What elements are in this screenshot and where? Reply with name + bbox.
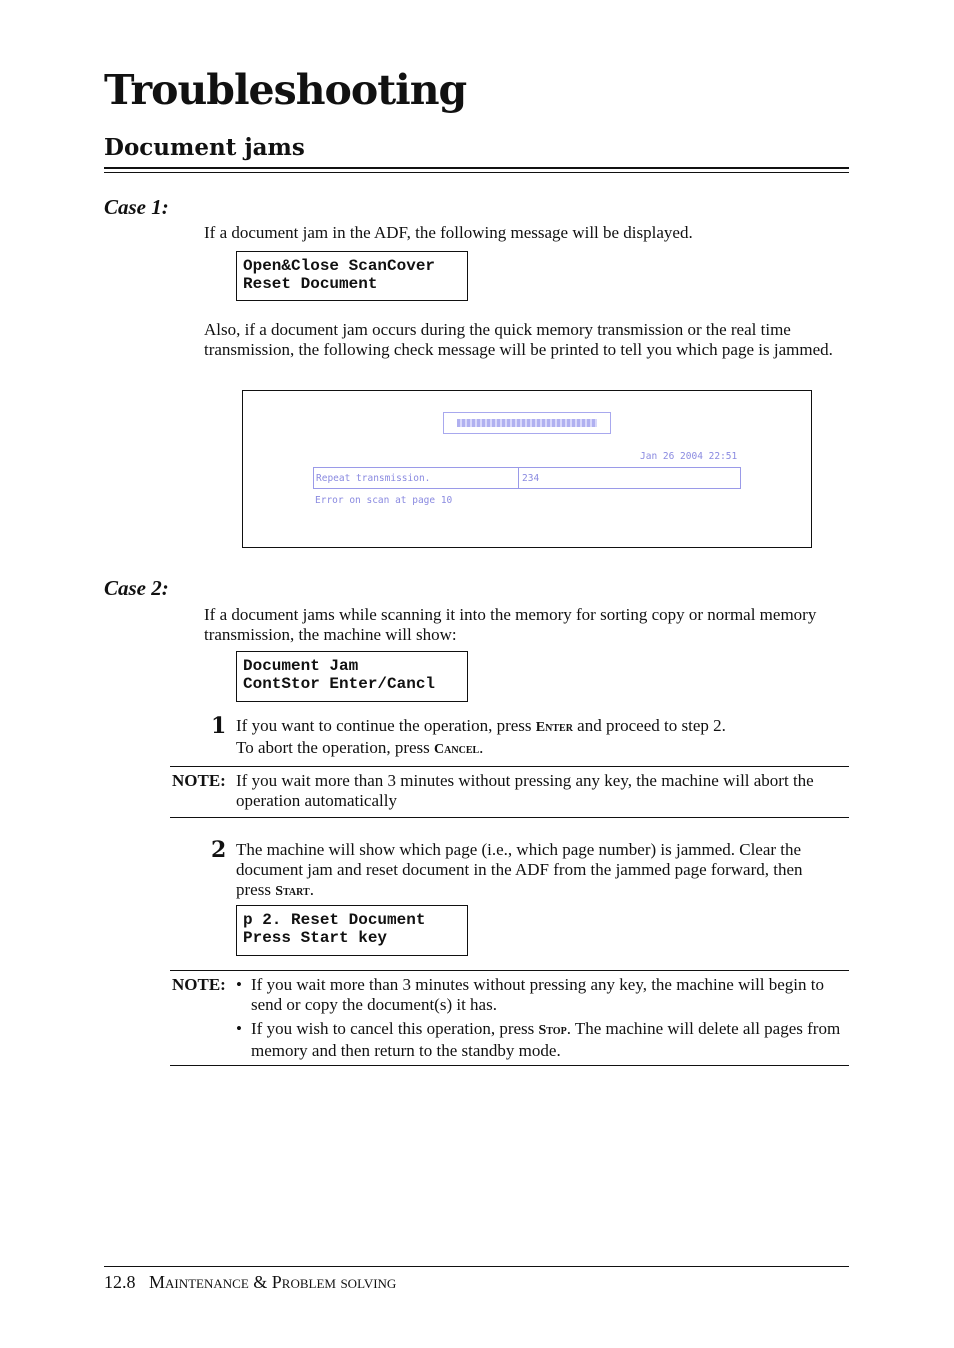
note-box: [170, 970, 849, 1066]
case1-intro: If a document jam in the ADF, the following message will be displayed.: [204, 223, 693, 242]
step-number: 1: [211, 713, 227, 739]
footer-divider: [104, 1266, 849, 1267]
cancel-key-label: Cancel: [434, 742, 480, 757]
stop-key-label: Stop: [538, 1023, 567, 1038]
lcd-line: Document Jam: [243, 657, 359, 675]
note-label: NOTE:: [172, 771, 226, 790]
lcd-line: ContStor Enter/Cancl: [243, 675, 436, 693]
report-row: [313, 467, 741, 489]
report-error-text: Error on scan at page 10: [315, 495, 453, 506]
note-bullet-text: If you wait more than 3 minutes without pressing any key, the machine will begin to send or copy the document(s) it has.: [251, 975, 825, 1014]
page-footer: [104, 1272, 396, 1293]
note-bullet-text: If you wish to cancel this operation, press Stop. The machine will delete all pages from memory and then return to the standby mode.: [251, 1019, 841, 1060]
lcd-display-document-jam: [236, 651, 468, 702]
section-title: Document jams: [104, 134, 305, 161]
lcd-display-reset-document: [236, 905, 468, 956]
lcd-line: p 2. Reset Document: [243, 911, 426, 929]
note-text: If you wait more than 3 minutes without pressing any key, the machine will abort the operation automatically: [236, 771, 814, 810]
start-key-label: Start: [275, 884, 310, 899]
report-row-label: Repeat transmission.: [316, 473, 431, 484]
check-message-report: [242, 390, 812, 548]
case2-intro: If a document jams while scanning it into the memory for sorting copy or normal memory transmission, the machine will show:: [204, 605, 817, 644]
case1-paragraph: Also, if a document jam occurs during the quick memory transmission or the real time transmission, the following check message will be printed to tell you which page is jammed.: [204, 320, 833, 359]
case1-heading: Case 1:: [104, 195, 169, 219]
report-datetime: Jan 26 2004 22:51: [640, 451, 738, 462]
lcd-line: Open&Close ScanCover: [243, 257, 436, 275]
step-number: 2: [211, 837, 227, 863]
page-title: Troubleshooting: [104, 66, 467, 114]
report-header-box: [443, 412, 611, 434]
chapter-title: Maintenance & Problem solving: [149, 1272, 397, 1292]
case2-heading: Case 2:: [104, 576, 169, 600]
lcd-line: Reset Document: [243, 275, 378, 293]
bullet-icon: •: [236, 975, 242, 994]
step1-text: If you want to continue the operation, press Enter and proceed to step 2. To abort the operation, press Cancel.: [236, 716, 726, 757]
note-label: NOTE:: [172, 975, 226, 994]
enter-key-label: Enter: [535, 720, 573, 735]
bullet-icon: •: [236, 1019, 242, 1038]
note-box: [170, 766, 849, 818]
section-divider: [104, 167, 849, 173]
step2-text: The machine will show which page (i.e., which page number) is jammed. Clear the document jam and reset document in the ADF from the jammed page forward, then press Start.: [236, 840, 803, 899]
report-row-value: 234: [522, 473, 540, 484]
lcd-display-scancover: [236, 251, 468, 301]
lcd-line: Press Start key: [243, 929, 388, 947]
page-number: 12.8: [104, 1272, 136, 1292]
